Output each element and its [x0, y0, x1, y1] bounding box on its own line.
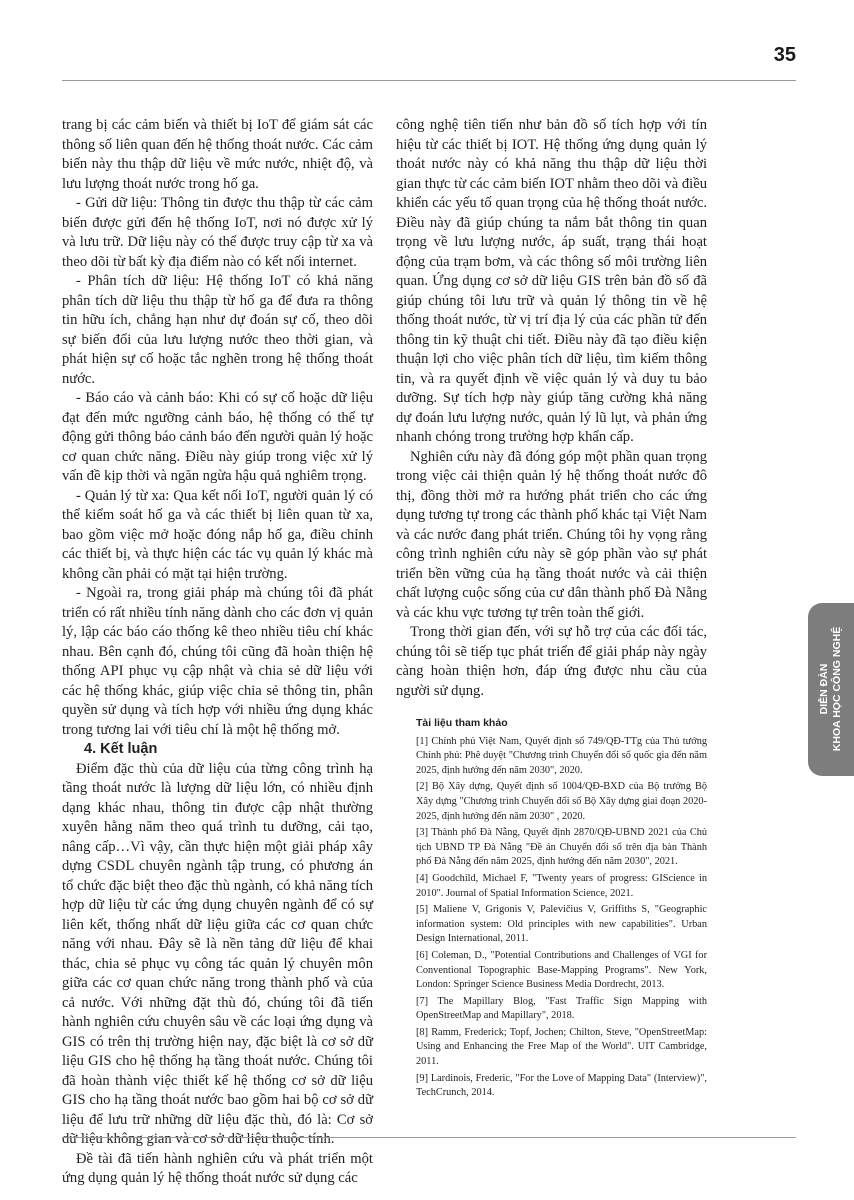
reference-item: [4] Goodchild, Michael F, "Twenty years of progress: GIScience in 2010". Journal of Spatial Information Science, 2021.: [416, 872, 707, 899]
header-rule: [62, 80, 796, 81]
references-section: [396, 716, 707, 1103]
reference-item: [7] The Mapillary Blog, "Fast Traffic Sign Mapping with OpenStreetMap and Mapillary", 2018.: [416, 995, 707, 1022]
paragraph: Trong thời gian đến, với sự hỗ trợ của các đối tác, chúng tôi sẽ tiếp tục phát triển để giải pháp này ngày càng hoàn thiện hơn, đáp ứng được nhu cầu của người sử dụng.: [396, 624, 707, 699]
paragraph: - Ngoài ra, trong giải pháp mà chúng tôi đã phát triển có rất nhiều tính năng dành cho các đơn vị quản lý, lập các báo cáo thống kê theo nhiều tiêu chí khác nhau. Bên cạnh đó, chúng tôi cũng đã hoàn thiện hệ thống API phục vụ cập nhật và chia sẻ dữ liệu với các hệ thống khác, giúp việc chia sẻ thông tin, phân quyền sử dụng và tích hợp với nhiều ứng dụng khác trong tương lai với tiêu chí là một hệ thống mở.: [62, 585, 373, 738]
footer-rule: [62, 1137, 796, 1138]
left-column: [62, 116, 373, 1189]
paragraph: - Báo cáo và cảnh báo: Khi có sự cố hoặc dữ liệu đạt đến mức ngưỡng cảnh báo, hệ thống có thể tự động gửi thông báo cảnh báo đến người quản lý hoặc cơ quan chức năng. Điều này giúp trong việc xử lý vấn đề kịp thời và ngăn ngừa hậu quả nghiêm trọng.: [62, 390, 373, 484]
references-title: Tài liệu tham khảo: [416, 717, 508, 729]
side-tab-line-1: DIỄN ĐÀN: [818, 663, 830, 715]
paragraph: công nghệ tiên tiến như bản đồ số tích hợp với tín hiệu từ các thiết bị IOT. Hệ thống ứng dụng quản lý thoát nước này có khả năng thu thập dữ liệu thời gian thực từ các cảm biến IOT nhằm theo dõi và điều khiển các yếu tố quan trọng của hệ thống thoát nước. Điều này đã giúp chúng ta nắm bắt thông tin quan trọng về lưu lượng nước, áp suất, trạng thái hoạt động của trạm bơm, và các thông số môi trường liên quan. Ứng dụng cơ sở dữ liệu GIS trên bản đồ số đã giúp chúng tôi lưu trữ và quản lý thông tin về hệ thống thoát nước, từ vị trí địa lý của các phần tử đến thông tin kỹ thuật chi tiết. Điều này đã tạo điều kiện thuận lợi cho việc phân tích dữ liệu, tìm kiếm thông tin, và ra quyết định về việc quản lý và duy tu bảo dưỡng. Sự tích hợp này giúp tăng cường khả năng dự đoán lưu lượng nước, quản lý lũ lụt, và phản ứng nhanh chóng trong trường hợp khẩn cấp.: [396, 117, 707, 445]
reference-item: [1] Chính phủ Việt Nam, Quyết định số 749/QĐ-TTg của Thủ tướng Chính phủ: Phê duyệt "Chương trình Chuyển đổi số quốc gia đến năm 2025, định hướng đến năm 2030", 2020.: [416, 735, 707, 776]
paragraph: trang bị các cảm biến và thiết bị IoT để giám sát các thông số liên quan đến hệ thống thoát nước. Các cảm biến này thu thập dữ liệu về mức nước, nhiệt độ, và lưu lượng thoát nước trong hố ga.: [62, 117, 373, 192]
reference-item: [3] Thành phố Đà Nẵng, Quyết định 2870/QĐ-UBND 2021 của Chủ tịch UBND TP Đà Nẵng "Đề án Chuyển đổi số trên địa bàn Thành phố Đà Nẵng đến năm 2025, định hướng đến năm 2030", 2021.: [416, 827, 707, 868]
section-heading: 4. Kết luận: [84, 741, 158, 757]
reference-item: [9] Lardinois, Frederic, "For the Love of Mapping Data" (Interview)", TechCrunch, 2014.: [416, 1072, 707, 1099]
page-number: 35: [773, 44, 796, 66]
paragraph: Đề tài đã tiến hành nghiên cứu và phát triển một ứng dụng quản lý hệ thống thoát nước sử dụng các: [62, 1150, 373, 1186]
references-list: [396, 735, 707, 1101]
paragraph: Điểm đặc thù của dữ liệu của từng công trình hạ tầng thoát nước là lượng dữ liệu lớn, có nhiều định dạng khác nhau, thông tin được cập nhật thường xuyên hằng năm theo quá trình tu dưỡng, cải tạo, nâng cấp…Vì vậy, cần thực hiện một giải pháp xây dựng CSDL chuyên ngành tập trung, có phương án tổ chức đặc biệt theo đặc thù ngành, có khả năng tích hợp dữ liệu từ các ứng dụng chuyên ngành để có sự liên kết, thống nhất dữ liệu giữa các cơ quan chức năng với nhau. Đây sẽ là nền tảng dữ liệu để khai thác, chia sẻ phục vụ công tác quản lý chuyên môn giữa các cơ quan chức năng trong thành phố và của cả nước. Với những đặt thù đó, chúng tôi đã tiến hành nghiên cứu chuyên sâu về các loại ứng dụng và GIS có trên thị trường hiện nay, đặc biệt là cơ sở dữ liệu GIS cho hệ thống hạ tầng thoát nước. Chúng tôi đã hoàn thành việc thiết kế hệ thống cơ sở dữ liệu GIS cho hạ tầng thoát nước bao gồm hai bộ cơ sở dữ liệu để lưu trữ những dữ liệu đặc thù, đó là: Cơ sở dữ liệu không gian và cơ sở dữ liệu thuộc tính.: [62, 760, 373, 1147]
side-tab-line-2: KHOA HỌC CÔNG NGHỆ: [831, 626, 843, 752]
paragraph: - Gửi dữ liệu: Thông tin được thu thập từ các cảm biến được gửi đến hệ thống IoT, nơi nó được xử lý và lưu trữ. Dữ liệu này có thể được truy cập từ xa và theo dõi từ bất kỳ địa điểm nào có kết nối internet.: [62, 195, 373, 270]
paragraph: - Quản lý từ xa: Qua kết nối IoT, người quản lý có thể kiểm soát hố ga và các thiết bị liên quan từ xa, bao gồm việc mở hoặc đóng nắp hố ga, điều chỉnh các thiết bị, và thực hiện các tác vụ quản lý khác mà không cần phải có mặt tại hiện trường.: [62, 487, 373, 582]
reference-item: [8] Ramm, Frederick; Topf, Jochen; Chilton, Steve, "OpenStreetMap: Using and Enhancing the Free Map of the World". UIT Cambridge, 2011.: [416, 1026, 707, 1068]
section-side-tab: [808, 603, 854, 776]
reference-item: [2] Bộ Xây dựng, Quyết định số 1004/QĐ-BXD của Bộ trưởng Bộ Xây dựng "Chương trình Chuyển đổi số Bộ Xây dựng giai đoạn 2020-2025, định hướng đến năm 2030" , 2020.: [416, 781, 707, 822]
right-column: [396, 116, 707, 701]
reference-item: [5] Maliene V, Grigonis V, Palevičius V, Griffiths S, "Geographic information system: Old principles with new capabilities". Urban Design International, 2011.: [416, 904, 707, 945]
paragraph: - Phân tích dữ liệu: Hệ thống IoT có khả năng phân tích dữ liệu thu thập từ hố ga để đưa ra thông tin hữu ích, chẳng hạn như dự đoán sự cố, theo dõi sự biến đổi của lưu lượng nước theo thời gian, và phát hiện sự cố hoặc tắc nghẽn trong hệ thống thoát nước.: [62, 273, 373, 387]
reference-item: [6] Coleman, D., "Potential Contributions and Challenges of VGI for Conventional Topographic Base-Mapping Programs". New York, London: Springer Science Business Media Dordrecht, 2013.: [416, 949, 707, 991]
paragraph: Nghiên cứu này đã đóng góp một phần quan trọng trong việc cải thiện quản lý hệ thống thoát nước đô thị, đồng thời mở ra hướng phát triển cho các ứng dụng tương tự trong các thành phố khác tại Việt Nam và các nước đang phát triển. Chúng tôi hy vọng rằng công trình nghiên cứu này sẽ góp phần vào sự phát triển bền vững của hạ tầng thoát nước và cải thiện chất lượng cuộc sống của cư dân thành phố Đà Nẵng và các khu vực tương tự trên toàn thế giới.: [396, 448, 707, 621]
side-tab-label: [818, 627, 844, 751]
